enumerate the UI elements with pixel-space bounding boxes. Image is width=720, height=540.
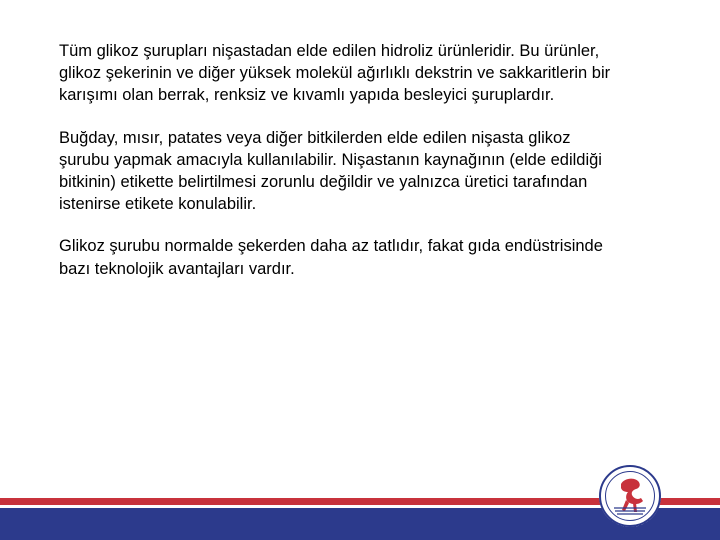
paragraph-3: Glikoz şurubu normalde şekerden daha az tatlıdır, fakat gıda endüstrisinde bazı teknolojik avantajları vardır. (59, 237, 603, 278)
paragraph-1: Tüm glikoz şurupları nişastadan elde edilen hidroliz ürünleridir. Bu ürünler, glikoz şekerinin ve diğer yüksek molekül ağırlıklı dekstrin ve sakkaritlerin bir karışımı olan berrak, renksiz ve kıvamlı yapıda besleyici şuruplardır. (59, 42, 611, 105)
paragraph-2: Buğday, mısır, patates veya diğer bitkilerden elde edilen nişasta glikoz şurubu yapmak amacıyla kullanılabilir. Nişastanın kaynağının (elde edildiği bitkinin) etikette belirtilmesi zorunlu değildir ve yalnızca üretici tarafından istenirse etikete konulabilir. (59, 128, 602, 214)
university-seal-icon (598, 464, 662, 528)
document-body (59, 40, 619, 300)
